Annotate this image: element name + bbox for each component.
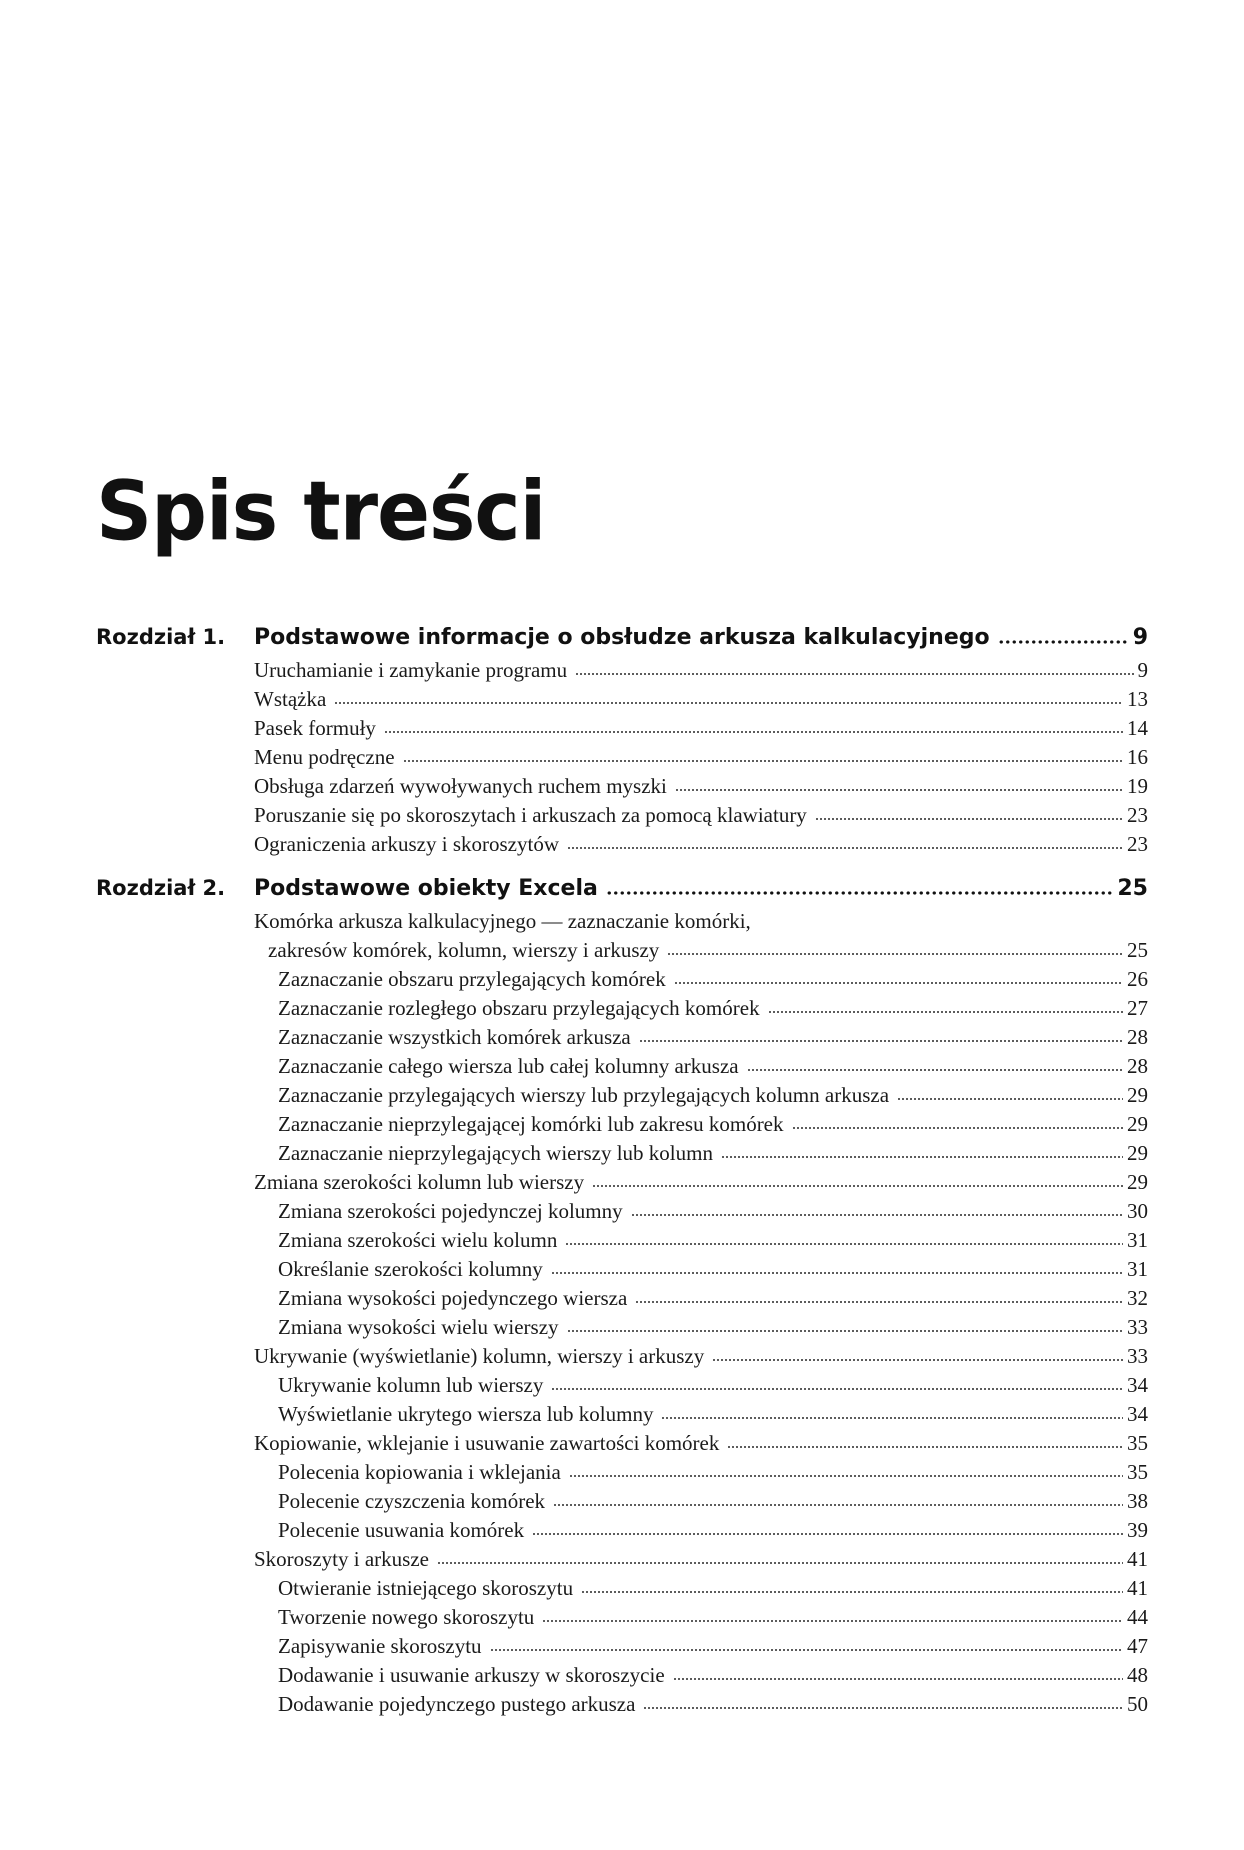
- toc-subentry[interactable]: [96, 1255, 1148, 1284]
- entry-page: 39: [1127, 1518, 1148, 1542]
- dot-leader: [631, 1212, 1123, 1218]
- entry-title: Zaznaczanie wszystkich komórek arkusza: [278, 1025, 631, 1049]
- entry-title: Zmiana szerokości wielu kolumn: [278, 1228, 558, 1252]
- entry-page: 26: [1127, 967, 1148, 991]
- toc-entry[interactable]: [96, 1545, 1148, 1574]
- toc-subentry[interactable]: [96, 1226, 1148, 1255]
- toc-subentry[interactable]: [96, 1081, 1148, 1110]
- toc-subentry[interactable]: [96, 1052, 1148, 1081]
- entry-page: 33: [1127, 1315, 1148, 1339]
- entry-page: 29: [1127, 1170, 1148, 1194]
- dot-leader: [403, 758, 1123, 764]
- dot-leader: [606, 889, 1114, 897]
- dot-leader: [542, 1618, 1123, 1624]
- entry-title: Pasek formuły: [254, 716, 376, 740]
- entry-page: 34: [1127, 1402, 1148, 1426]
- toc-subentry[interactable]: [96, 1661, 1148, 1690]
- entry-page: 27: [1127, 996, 1148, 1020]
- dot-leader: [675, 787, 1123, 793]
- entry-page: 31: [1127, 1228, 1148, 1252]
- entry-title: Określanie szerokości kolumny: [278, 1257, 543, 1281]
- entry-page: 35: [1127, 1460, 1148, 1484]
- dot-leader: [581, 1589, 1123, 1595]
- entry-title: Zmiana wysokości pojedynczego wiersza: [278, 1286, 628, 1310]
- entry-page: 16: [1127, 745, 1148, 769]
- dot-leader: [553, 1502, 1123, 1508]
- toc-subentry[interactable]: [96, 994, 1148, 1023]
- entry-page: 29: [1127, 1083, 1148, 1107]
- dot-leader: [667, 951, 1123, 957]
- toc-subentry[interactable]: [96, 1516, 1148, 1545]
- entry-title: Dodawanie pojedynczego pustego arkusza: [278, 1692, 636, 1716]
- entry-page: 41: [1127, 1547, 1148, 1571]
- dot-leader: [565, 1241, 1123, 1247]
- toc-subentry[interactable]: [96, 1603, 1148, 1632]
- toc-entry[interactable]: [96, 685, 1148, 714]
- chapter-title: Podstawowe obiekty Excela: [254, 876, 598, 901]
- chapter-heading[interactable]: [96, 869, 1148, 907]
- toc-entry-line2[interactable]: [96, 936, 1148, 965]
- entry-title: zakresów komórek, kolumn, wierszy i arkuszy: [268, 938, 660, 962]
- entry-page: 33: [1127, 1344, 1148, 1368]
- dot-leader: [998, 638, 1129, 646]
- toc-subentry[interactable]: [96, 1574, 1148, 1603]
- page-title: Spis treści: [96, 465, 546, 560]
- entry-page: 38: [1127, 1489, 1148, 1513]
- entry-title: Poruszanie się po skoroszytach i arkuszach za pomocą klawiatury: [254, 803, 807, 827]
- entry-page: 35: [1127, 1431, 1148, 1455]
- entry-title: Ukrywanie kolumn lub wierszy: [278, 1373, 544, 1397]
- entry-page: 48: [1127, 1663, 1148, 1687]
- chapter-label: Rozdział 2.: [96, 876, 226, 900]
- toc-subentry[interactable]: [96, 1110, 1148, 1139]
- entry-page: 29: [1127, 1112, 1148, 1136]
- toc-entry-line1[interactable]: [96, 907, 1148, 936]
- toc-subentry[interactable]: [96, 1023, 1148, 1052]
- dot-leader: [567, 845, 1123, 851]
- toc-subentry[interactable]: [96, 1400, 1148, 1429]
- entry-page: 28: [1127, 1025, 1148, 1049]
- toc-subentry[interactable]: [96, 1139, 1148, 1168]
- entry-title: Tworzenie nowego skoroszytu: [278, 1605, 535, 1629]
- dot-leader: [792, 1125, 1123, 1131]
- entry-title: Zapisywanie skoroszytu: [278, 1634, 482, 1658]
- entry-page: 28: [1127, 1054, 1148, 1078]
- entry-title: Polecenie czyszczenia komórek: [278, 1489, 546, 1513]
- table-of-contents: [96, 618, 1148, 1729]
- entry-page: 13: [1127, 687, 1148, 711]
- entry-title: Polecenie usuwania komórek: [278, 1518, 525, 1542]
- dot-leader: [643, 1705, 1123, 1711]
- entry-page: 19: [1127, 774, 1148, 798]
- dot-leader: [334, 700, 1123, 706]
- dot-leader: [384, 729, 1123, 735]
- entry-title: Wstążka: [254, 687, 327, 711]
- toc-subentry[interactable]: [96, 1487, 1148, 1516]
- chapter-heading[interactable]: [96, 618, 1148, 656]
- chapter-1: [96, 618, 1148, 859]
- toc-entry[interactable]: [96, 1429, 1148, 1458]
- dot-leader: [661, 1415, 1123, 1421]
- entry-title: Zmiana szerokości pojedynczej kolumny: [278, 1199, 623, 1223]
- toc-entry[interactable]: [96, 772, 1148, 801]
- entry-title: Wyświetlanie ukrytego wiersza lub kolumny: [278, 1402, 654, 1426]
- entry-title: Zmiana szerokości kolumn lub wierszy: [254, 1170, 585, 1194]
- toc-subentry[interactable]: [96, 1313, 1148, 1342]
- toc-entry[interactable]: [96, 656, 1148, 685]
- chapter-page: 25: [1117, 876, 1148, 901]
- entry-title: Zmiana wysokości wielu wierszy: [278, 1315, 559, 1339]
- toc-entry[interactable]: [96, 1168, 1148, 1197]
- dot-leader: [575, 671, 1133, 677]
- dot-leader: [639, 1038, 1123, 1044]
- entry-title: Skoroszyty i arkusze: [254, 1547, 429, 1571]
- entry-title: Zaznaczanie przylegających wierszy lub przylegających kolumn arkusza: [278, 1083, 890, 1107]
- dot-leader: [551, 1270, 1123, 1276]
- dot-leader: [747, 1067, 1123, 1073]
- entry-page: 23: [1127, 803, 1148, 827]
- entry-title: Otwieranie istniejącego skoroszytu: [278, 1576, 574, 1600]
- dot-leader: [727, 1444, 1123, 1450]
- toc-subentry[interactable]: [96, 1690, 1148, 1719]
- dot-leader: [815, 816, 1123, 822]
- entry-page: 31: [1127, 1257, 1148, 1281]
- entry-page: 23: [1127, 832, 1148, 856]
- entry-page: 29: [1127, 1141, 1148, 1165]
- dot-leader: [569, 1473, 1123, 1479]
- entry-title: Zaznaczanie całego wiersza lub całej kolumny arkusza: [278, 1054, 739, 1078]
- toc-subentry[interactable]: [96, 1632, 1148, 1661]
- entry-page: 9: [1137, 658, 1148, 682]
- toc-entry[interactable]: [96, 801, 1148, 830]
- entry-title: Ograniczenia arkuszy i skoroszytów: [254, 832, 559, 856]
- toc-entry[interactable]: [96, 714, 1148, 743]
- dot-leader: [532, 1531, 1123, 1537]
- entry-page: 25: [1127, 938, 1148, 962]
- dot-leader: [674, 980, 1123, 986]
- entry-title: Zaznaczanie rozległego obszaru przylegających komórek: [278, 996, 760, 1020]
- entry-page: 44: [1127, 1605, 1148, 1629]
- entry-title: Polecenia kopiowania i wklejania: [278, 1460, 561, 1484]
- dot-leader: [592, 1183, 1123, 1189]
- entry-page: 41: [1127, 1576, 1148, 1600]
- toc-subentry[interactable]: [96, 1371, 1148, 1400]
- entry-page: 14: [1127, 716, 1148, 740]
- entry-title: Komórka arkusza kalkulacyjnego — zaznaczanie komórki,: [254, 909, 751, 933]
- dot-leader: [551, 1386, 1123, 1392]
- toc-subentry[interactable]: [96, 1197, 1148, 1226]
- entry-title: Dodawanie i usuwanie arkuszy w skoroszycie: [278, 1663, 665, 1687]
- toc-subentry[interactable]: [96, 1284, 1148, 1313]
- entry-title: Zaznaczanie nieprzylegającej komórki lub zakresu komórek: [278, 1112, 784, 1136]
- entry-page: 34: [1127, 1373, 1148, 1397]
- chapter-label: Rozdział 1.: [96, 625, 226, 649]
- dot-leader: [490, 1647, 1123, 1653]
- entry-page: 47: [1127, 1634, 1148, 1658]
- toc-entry[interactable]: [96, 830, 1148, 859]
- dot-leader: [635, 1299, 1123, 1305]
- entry-title: Menu podręczne: [254, 745, 395, 769]
- dot-leader: [437, 1560, 1123, 1566]
- entry-page: 50: [1127, 1692, 1148, 1716]
- entry-title: Kopiowanie, wklejanie i usuwanie zawartości komórek: [254, 1431, 720, 1455]
- entry-title: Ukrywanie (wyświetlanie) kolumn, wierszy i arkuszy: [254, 1344, 705, 1368]
- entry-title: Uruchamianie i zamykanie programu: [254, 658, 568, 682]
- toc-entry[interactable]: [96, 1342, 1148, 1371]
- toc-subentry[interactable]: [96, 1458, 1148, 1487]
- chapter-title: Podstawowe informacje o obsłudze arkusza kalkulacyjnego: [254, 625, 990, 650]
- entry-title: Obsługa zdarzeń wywoływanych ruchem myszki: [254, 774, 667, 798]
- entry-title: Zaznaczanie nieprzylegających wierszy lub kolumn: [278, 1141, 713, 1165]
- entry-page: 30: [1127, 1199, 1148, 1223]
- toc-entry[interactable]: [96, 743, 1148, 772]
- dot-leader: [712, 1357, 1123, 1363]
- dot-leader: [567, 1328, 1123, 1334]
- toc-subentry[interactable]: [96, 965, 1148, 994]
- dot-leader: [768, 1009, 1123, 1015]
- dot-leader: [721, 1154, 1123, 1160]
- chapter-2: [96, 869, 1148, 1719]
- entry-title: Zaznaczanie obszaru przylegających komórek: [278, 967, 666, 991]
- chapter-page: 9: [1132, 625, 1148, 650]
- dot-leader: [897, 1096, 1123, 1102]
- entry-page: 32: [1127, 1286, 1148, 1310]
- dot-leader: [673, 1676, 1123, 1682]
